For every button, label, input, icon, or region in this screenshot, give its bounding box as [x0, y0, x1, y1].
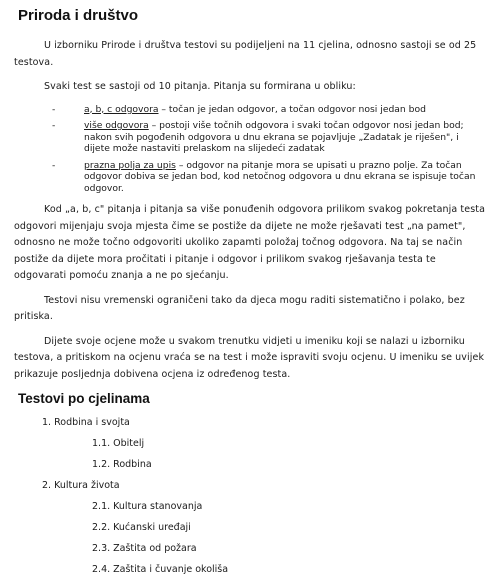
list-item: [52, 120, 486, 155]
list-dash: -: [52, 120, 56, 131]
toc-item: 2. Kultura života: [42, 480, 120, 491]
toc-item: 2.1. Kultura stanovanja: [92, 501, 203, 512]
toc-item: 1. Rodbina i svojta: [42, 417, 130, 428]
time-paragraph: Testovi nisu vremenski ograničeni tako da djeca mogu raditi sistematično i polako, bez pritiska.: [14, 294, 465, 322]
toc-item: 2.3. Zaštita od požara: [92, 543, 197, 554]
section-heading: Testovi po cjelinama: [18, 391, 150, 406]
list-desc: – odgovor na pitanje mora se upisati u prazno polje. Za točan odgovor dobiva se jedan bod, kod netočnog odgovora u dnu ekrana se ispisuje točan odgovor.: [84, 159, 476, 194]
tests-list: [14, 414, 486, 578]
list-term: a, b, c odgovora: [84, 103, 159, 115]
list-dash: -: [52, 103, 56, 115]
list-term: prazna polja za upis: [84, 159, 176, 171]
toc-item: 1.1. Obitelj: [92, 438, 145, 449]
toc-item: 2.4. Zaštita i čuvanje okoliša: [92, 564, 229, 575]
page-title: Priroda i društvo: [18, 7, 139, 24]
list-item: [52, 104, 486, 116]
question-intro-paragraph: Svaki test se sastoji od 10 pitanja. Pitanja su formirana u obliku:: [44, 81, 356, 92]
list-desc: – točan je jedan odgovor, a točan odgovor nosi jedan bod: [158, 103, 426, 115]
toc-item: 1.2. Rodbina: [92, 459, 152, 470]
shuffle-paragraph: Kod „a, b, c" pitanja i pitanja sa više ponuđenih odgovora prilikom svakog pokretanja testa odgovori mijenjaju svoja mjesta čime se postiže da dijete ne može rješavati test „na pamet", odnosno ne može točno odgovoriti ukoliko zapamti položaj točnog odgovora. Na taj se način postiže da dijete mora pročitati i pitanje i odgovor i prilikom svakog rješavanja testa te odgovarati pomoću znanja a ne po sjećanju.: [14, 204, 485, 281]
list-term: više odgovora: [84, 120, 149, 131]
toc-item: 2.2. Kućanski uređaji: [92, 522, 191, 533]
list-item: [52, 160, 486, 195]
list-desc: – postoji više točnih odgovora i svaki točan odgovor nosi jedan bod; nakon svih pogođenih odgovora u dnu ekrana se pojavljuje „Zadatak je riješen", i dijete može nastaviti prelaskom na slijedeći zadatak: [84, 120, 464, 154]
list-dash: -: [52, 159, 56, 171]
grades-paragraph: Dijete svoje ocjene može u svakom trenutku vidjeti u imeniku koji se nalazi u izborniku testova, a pritiskom na ocjenu vraća se na test i može ispraviti svoju ocjenu. U imeniku se uvijek prikazuje posljednja dobivena ocjena iz određenog testa.: [14, 335, 485, 380]
question-types-list: [52, 104, 486, 195]
intro-paragraph: U izborniku Prirode i društva testovi su podijeljeni na 11 cjelina, odnosno sastoji se od 25 testova.: [14, 40, 477, 68]
